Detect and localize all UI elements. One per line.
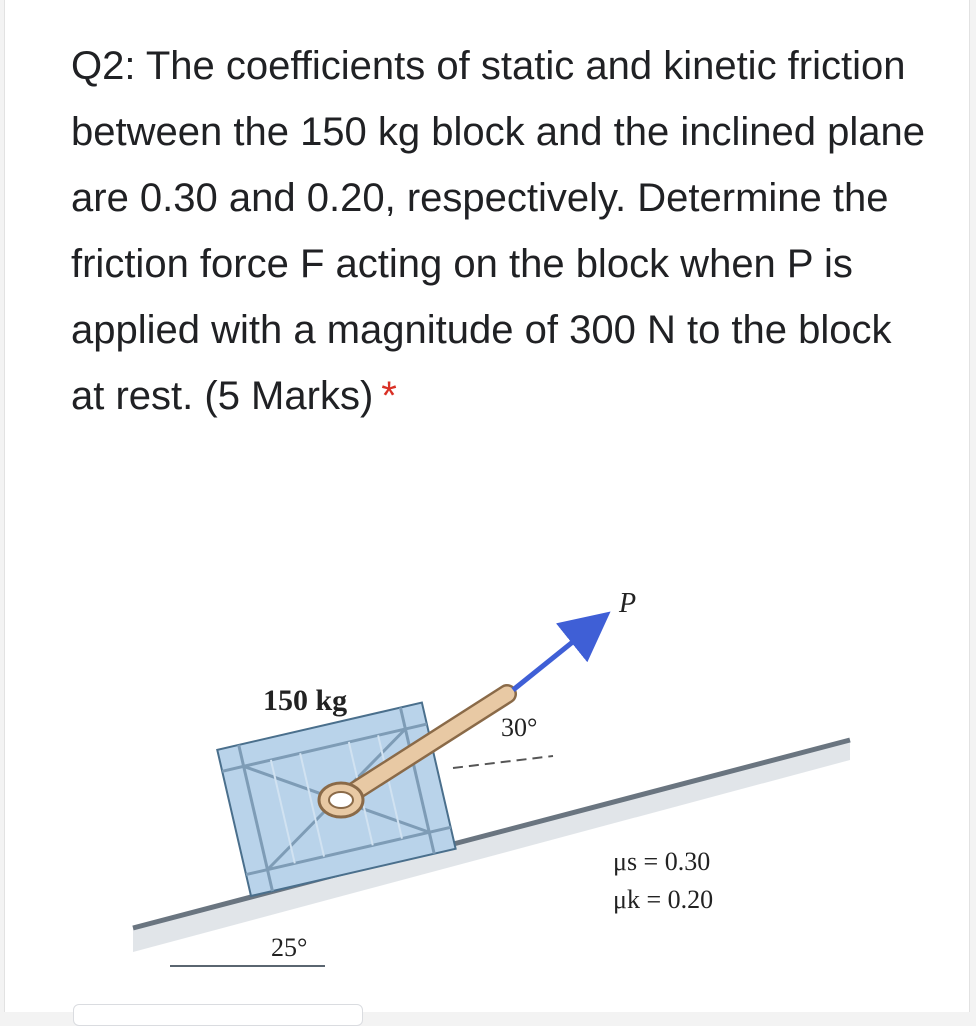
incline-angle-label: 25° — [271, 933, 308, 962]
force-angle-label: 30° — [501, 713, 538, 742]
question-body: Q2: The coefficients of static and kinetic friction between the 150 kg block and the inclined plane are 0.30 and 0.20, respectively. Determine the friction force F acting on the block when P is applied with a magnitude of 300 N to the block at rest. (5 Marks) — [71, 44, 925, 418]
question-text — [71, 33, 931, 429]
force-p-arrow — [513, 624, 595, 690]
kinetic-friction-label: μk = 0.20 — [613, 885, 714, 914]
incline-diagram — [5, 560, 976, 1000]
force-label: P — [619, 588, 637, 619]
handle-eye-hole — [329, 792, 353, 808]
question-card — [4, 0, 970, 1012]
answer-field-edge[interactable] — [73, 1004, 363, 1026]
static-friction-label: μs = 0.30 — [613, 847, 711, 876]
required-asterisk: * — [381, 374, 397, 418]
mass-label: 150 kg — [263, 684, 348, 717]
force-reference-dashed-line — [453, 756, 553, 768]
